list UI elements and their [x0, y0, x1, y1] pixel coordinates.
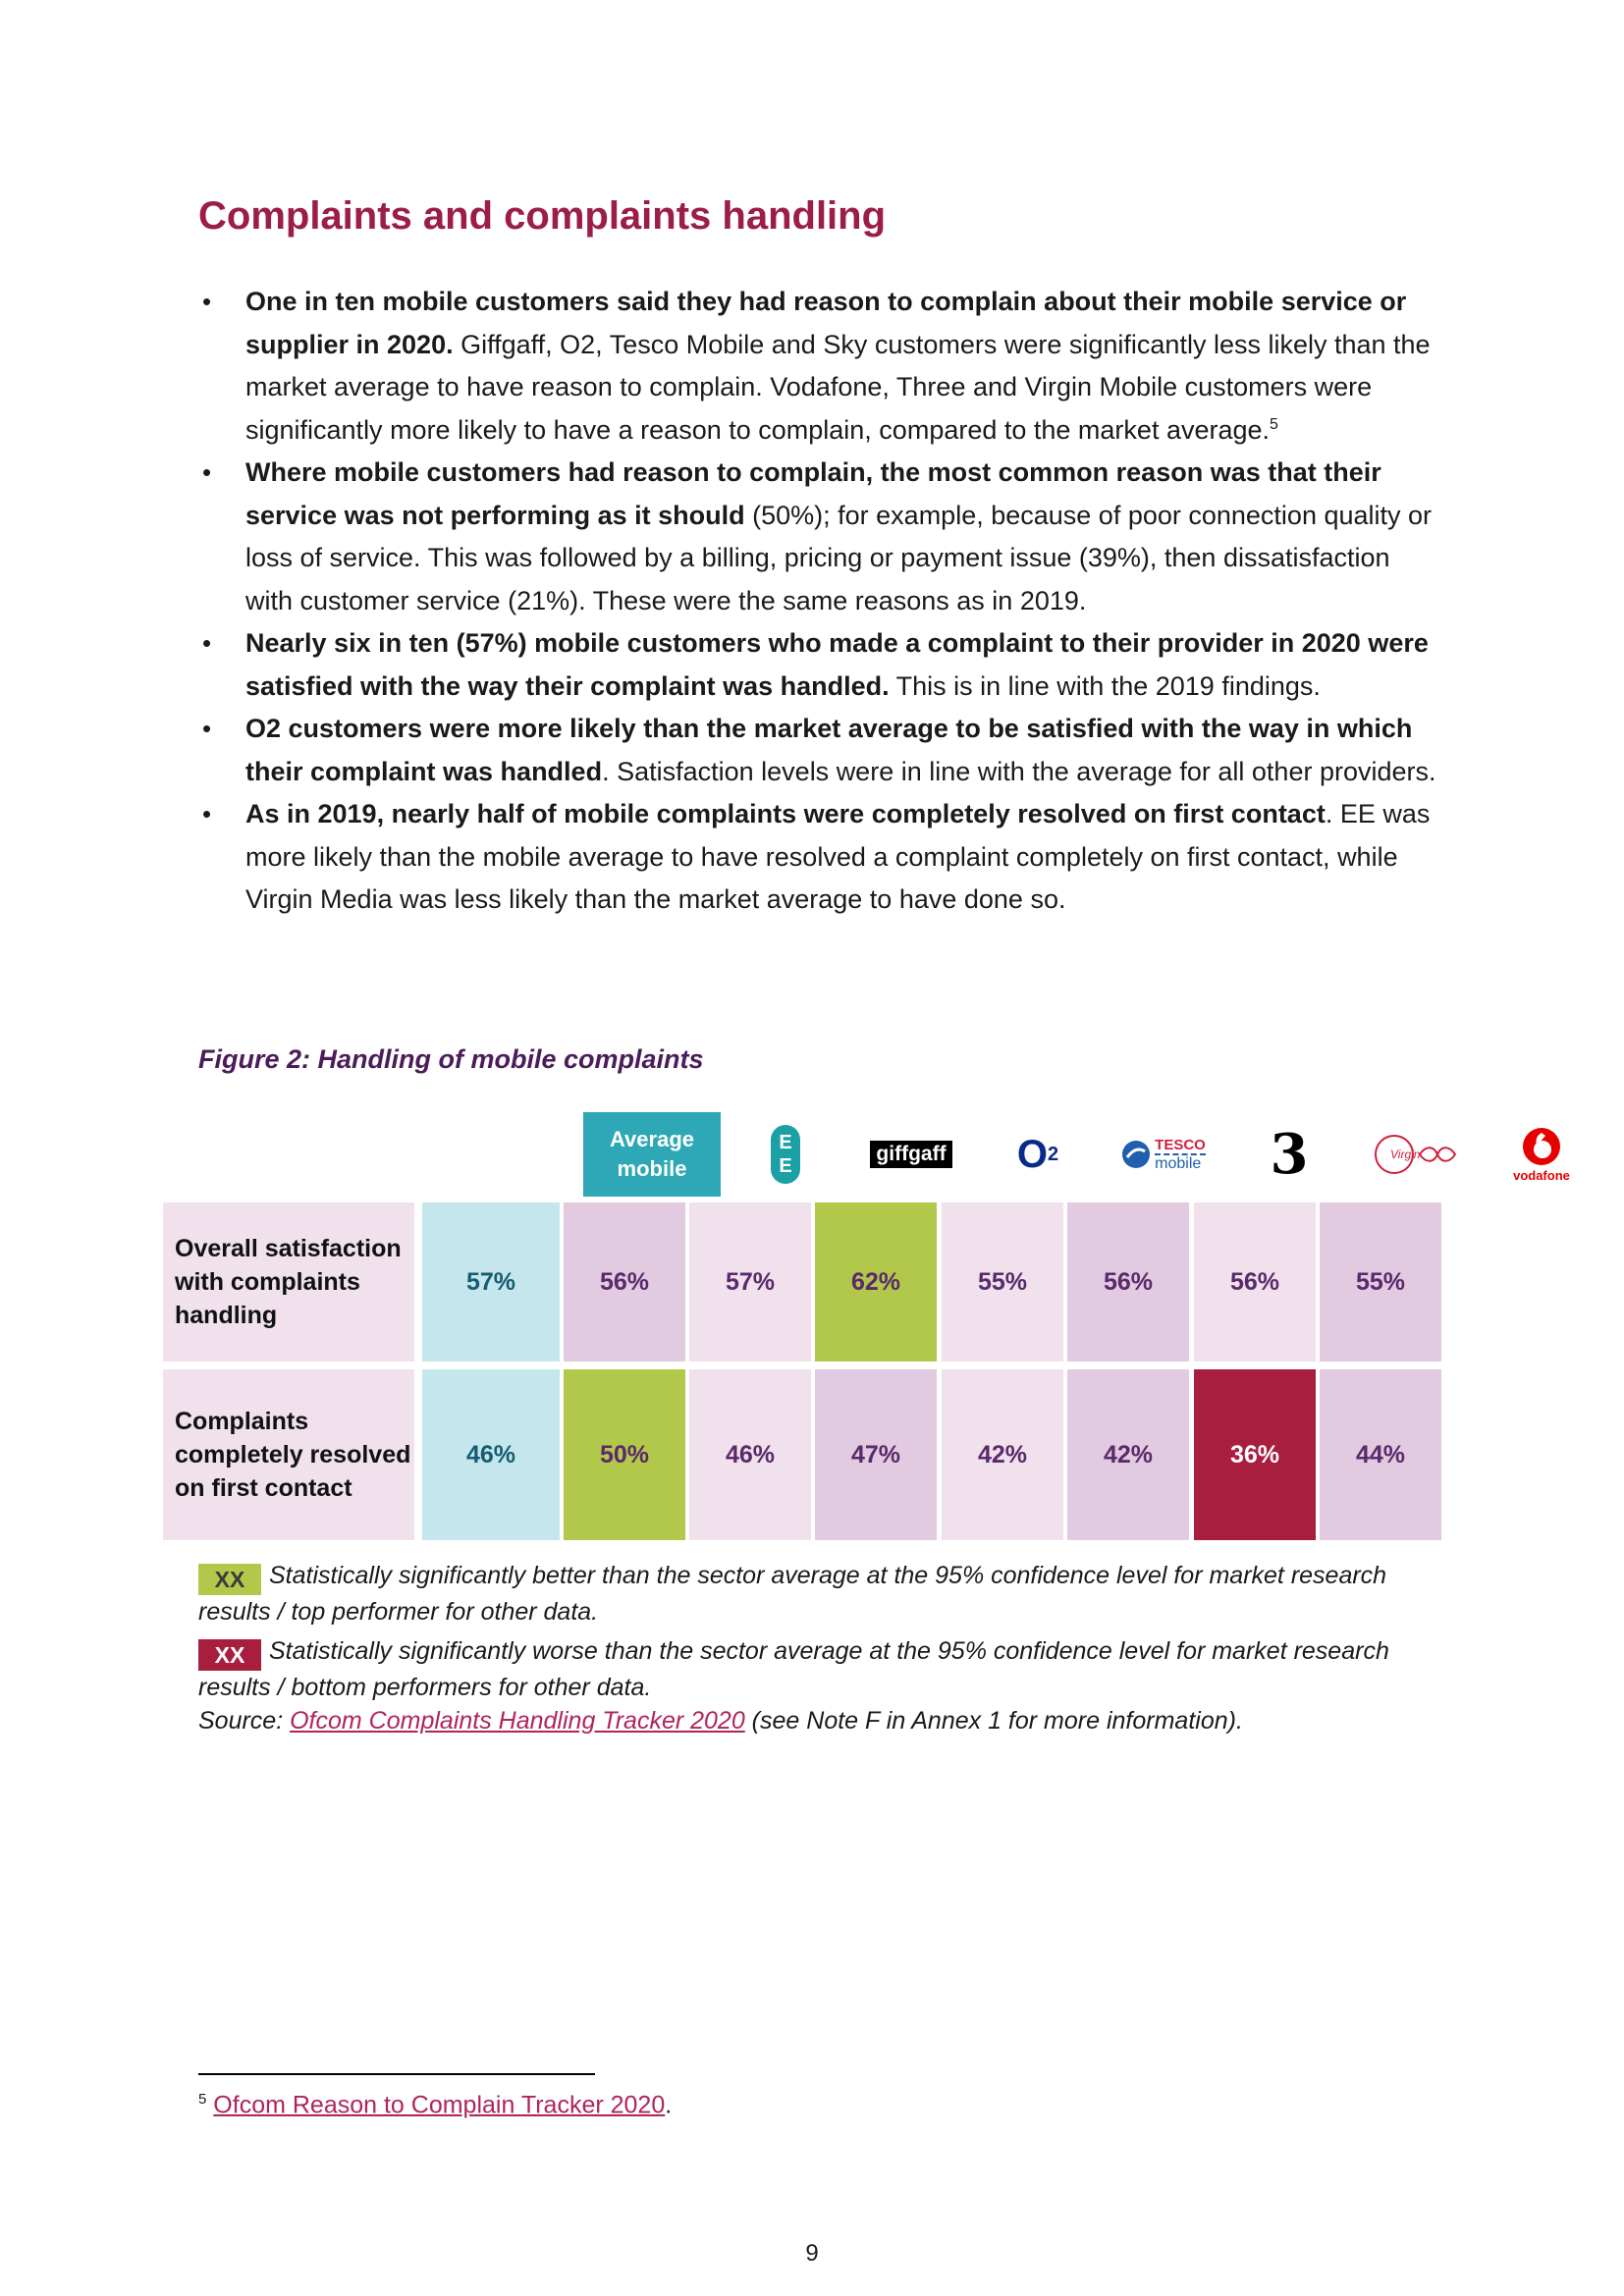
bullet-item	[202, 793, 1438, 922]
footnote-divider	[198, 2073, 595, 2075]
table-legend	[198, 1559, 1455, 1737]
cell-tesco: 55%	[942, 1202, 1063, 1362]
cell-average: 46%	[422, 1369, 560, 1540]
worse-swatch: XX	[198, 1639, 261, 1671]
bullet-bold-text: As in 2019, nearly half of mobile complaints were completely resolved on first contact	[245, 799, 1326, 828]
ee-logo-letter: E	[779, 1132, 792, 1153]
bullet-text: . Satisfaction levels were in line with the average for all other providers.	[602, 756, 1436, 786]
virgin-logo	[1355, 1112, 1477, 1197]
bullet-item	[202, 622, 1438, 708]
bullet-dot-icon: •	[202, 714, 212, 743]
bullet-text: . EE was more likely than the mobile average to have resolved a complaint completely on first contact, while Virgin Media was less likely than the market average to have done so.	[245, 799, 1431, 914]
average-header-line2: mobile	[617, 1156, 687, 1181]
figure-title: Figure 2: Handling of mobile complaints	[198, 1044, 704, 1074]
bullet-dot-icon: •	[202, 457, 212, 487]
bullet-dot-icon: •	[202, 287, 212, 316]
bullet-list	[202, 281, 1438, 922]
average-mobile-header	[583, 1112, 721, 1197]
legend-better-text: Statistically significantly better than the sector average at the 95% confidence level for market research results / top performer for other data.	[198, 1562, 1387, 1626]
bullet-text: Giffgaff, O2, Tesco Mobile and Sky customers were significantly less likely than the market average to have reason to complain. Vodafone, Three and Virgin Mobile customers were significantly more likely to have a reason to complain, compared to the market average.	[245, 329, 1431, 445]
cell-ee: 56%	[564, 1202, 685, 1362]
cell-giffgaff: 46%	[689, 1369, 811, 1540]
ee-logo-letter: E	[779, 1155, 792, 1177]
footnote-link[interactable]: Ofcom Reason to Complain Tracker 2020	[213, 2091, 666, 2119]
vodafone-logo	[1481, 1112, 1602, 1197]
cell-giffgaff: 57%	[689, 1202, 811, 1362]
bullet-text: This is in line with the 2019 findings.	[889, 670, 1321, 701]
bullet-text: (50%); for example, because of poor connection quality or loss of service. This was followed by a billing, pricing or payment issue (39%), then dissatisfaction with customer service (21%). These were the same reasons as in 2019.	[245, 500, 1433, 615]
legend-worse-text: Statistically significantly worse than the sector average at the 95% confidence level for market research results / bottom performers for other data.	[198, 1637, 1389, 1701]
section-title: Complaints and complaints handling	[198, 194, 887, 238]
page-number: 9	[805, 2240, 819, 2267]
bullet-bold-text: One in ten mobile customers said they had reason to complain about their mobile service or supplier in 2020.	[245, 287, 1407, 359]
complaints-table	[163, 1112, 1570, 1540]
legend-better	[198, 1559, 1455, 1629]
cell-average: 57%	[422, 1202, 560, 1362]
bullet-bold-text: Nearly six in ten (57%) mobile customers who made a complaint to their provider in 2020 were satisfied with the way their complaint was handled.	[245, 628, 1429, 701]
bullet-item	[202, 281, 1438, 452]
virgin-logo-text: Virgin	[1390, 1148, 1421, 1161]
tesco-mobile-logo	[1103, 1112, 1224, 1197]
cell-virgin: 56%	[1194, 1202, 1316, 1362]
cell-three: 56%	[1067, 1202, 1189, 1362]
cell-o2: 47%	[815, 1369, 937, 1540]
footnote-suffix: .	[665, 2091, 673, 2119]
vodafone-icon	[1522, 1127, 1561, 1166]
footnote-ref[interactable]: 5	[1270, 415, 1278, 433]
o2-logo	[977, 1112, 1099, 1197]
three-logo-text: 3	[1270, 1122, 1309, 1187]
source-line	[198, 1704, 1455, 1737]
row-label-satisfaction: Overall satisfaction with complaints handling	[163, 1202, 414, 1362]
o2-logo-sub: 2	[1048, 1143, 1059, 1165]
o2-logo-o: O	[1016, 1132, 1048, 1176]
bullet-bold-text: O2 customers were more likely than the market average to be satisfied with the way in which their complaint was handled	[245, 714, 1413, 786]
bullet-bold-text: Where mobile customers had reason to complain, the most common reason was that their service was not performing as it should	[245, 457, 1381, 530]
tesco-logo-bottom: mobile	[1155, 1155, 1202, 1172]
cell-vodafone: 44%	[1320, 1369, 1441, 1540]
ee-logo	[725, 1112, 846, 1197]
better-swatch: XX	[198, 1564, 261, 1595]
virgin-infinity-icon	[1416, 1144, 1459, 1165]
cell-tesco: 42%	[942, 1369, 1063, 1540]
footnote-number: 5	[198, 2091, 207, 2108]
bullet-dot-icon: •	[202, 799, 212, 828]
vodafone-logo-text: vodafone	[1513, 1167, 1570, 1183]
tesco-logo-top: TESCO	[1155, 1137, 1206, 1153]
cell-ee: 50%	[564, 1369, 685, 1540]
bullet-item	[202, 708, 1438, 793]
bullet-dot-icon: •	[202, 628, 212, 658]
source-suffix: (see Note F in Annex 1 for more information).	[744, 1707, 1243, 1735]
source-link[interactable]: Ofcom Complaints Handling Tracker 2020	[290, 1707, 745, 1735]
giffgaff-logo-text: giffgaff	[870, 1141, 951, 1168]
cell-virgin: 36%	[1194, 1369, 1316, 1540]
three-logo	[1228, 1112, 1350, 1197]
cell-o2: 62%	[815, 1202, 937, 1362]
average-header-line1: Average	[609, 1127, 694, 1151]
cell-three: 42%	[1067, 1369, 1189, 1540]
footnote	[198, 2091, 672, 2119]
cell-vodafone: 55%	[1320, 1202, 1441, 1362]
source-prefix: Source:	[198, 1707, 291, 1735]
bullet-item	[202, 452, 1438, 622]
legend-worse	[198, 1634, 1455, 1704]
tesco-mobile-icon	[1121, 1140, 1151, 1169]
giffgaff-logo	[850, 1112, 972, 1197]
row-label-resolved: Complaints completely resolved on first contact	[163, 1369, 414, 1540]
